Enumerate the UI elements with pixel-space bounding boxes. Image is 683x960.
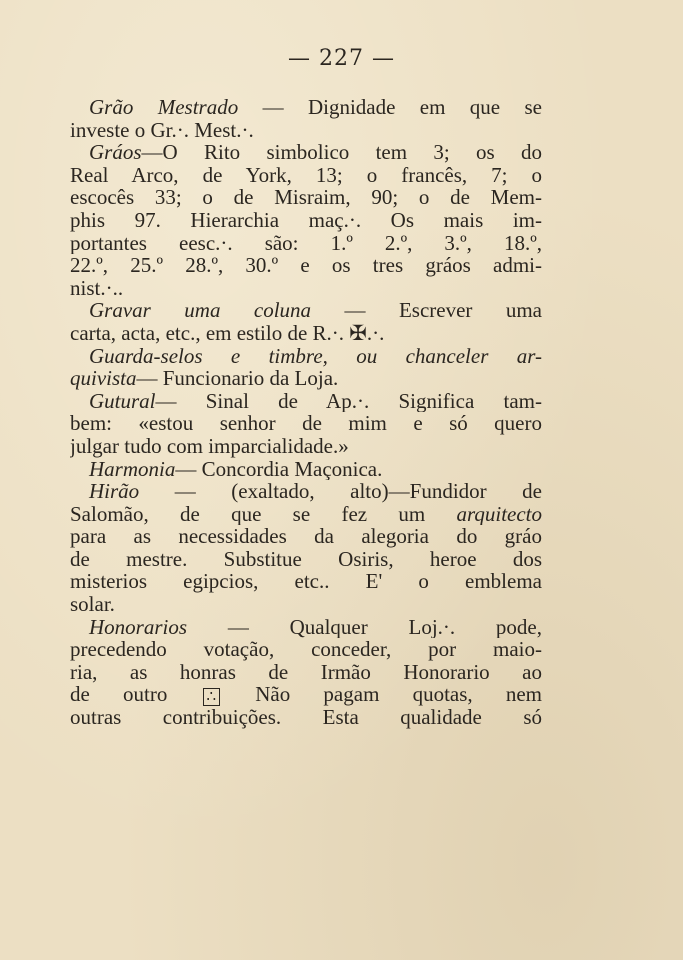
entry-line: escocês 33; o de Misraim, 90; o de Mem- bbox=[70, 186, 542, 209]
entry-harmonia bbox=[70, 458, 542, 481]
entry-line bbox=[70, 503, 542, 526]
entry-text: — Funcionario da Loja. bbox=[136, 367, 339, 390]
entry-line: de mestre. Substitue Osiris, heroe dos bbox=[70, 547, 542, 571]
entry-term: Honorarios bbox=[89, 615, 188, 639]
entry-text: — (exaltado, alto)—Fundidor de bbox=[174, 480, 542, 503]
entry-hirao bbox=[70, 480, 542, 503]
entry-guarda: Guarda-selos e timbre, ou chanceler ar- bbox=[89, 344, 542, 368]
entry-term: Harmonia bbox=[89, 457, 176, 481]
entry-line bbox=[70, 367, 542, 390]
entry-text: —O Rito simbolico tem 3; os do bbox=[141, 141, 542, 164]
entry-line: investe o Gr.·. Mest.·. bbox=[70, 118, 254, 142]
entry-text: Não pagam quotas, nem bbox=[255, 683, 542, 707]
entry-line: solar. bbox=[70, 593, 115, 616]
entry-line: nist.·.. bbox=[70, 276, 124, 300]
entry-text: — Qualquer Loj.·. pode, bbox=[227, 615, 542, 639]
entry-graos bbox=[70, 141, 542, 164]
entry-line bbox=[70, 683, 542, 706]
entry-term: quivista bbox=[70, 367, 137, 390]
entry-text: de outro bbox=[70, 683, 168, 707]
entry-term: arquitecto bbox=[456, 502, 542, 526]
entry-line: ria, as honras de Irmão Honorario ao bbox=[70, 660, 542, 684]
entry-gutural bbox=[70, 390, 542, 413]
entry-line: carta, acta, etc., em estilo de R.·. ✠.·. bbox=[70, 321, 385, 345]
entry-text: — Escrever uma bbox=[344, 299, 542, 322]
entry-term: Hirão bbox=[89, 480, 140, 503]
glossary-text bbox=[70, 96, 542, 729]
entry-text: — Sinal de Ap.·. Significa tam- bbox=[155, 389, 542, 413]
entry-line: phis 97. Hierarchia maç.·. Os mais im- bbox=[70, 208, 542, 232]
entry-line: portantes eesc.·. são: 1.º 2.º, 3.º, 18.º, bbox=[70, 231, 542, 255]
entry-line: para as necessidades da alegoria do gráo bbox=[70, 525, 542, 548]
entry-honorarios bbox=[70, 616, 542, 639]
entry-text: Salomão, de que se fez um bbox=[70, 502, 426, 526]
page-number: — 227 — bbox=[288, 46, 395, 71]
entry-term: Gráos bbox=[89, 141, 142, 164]
entry-term: Gravar uma coluna bbox=[89, 299, 312, 322]
entry-line: precedendo votação, conceder, por maio- bbox=[70, 638, 542, 661]
entry-line: Real Arco, de York, 13; o francês, 7; o bbox=[70, 163, 542, 187]
entry-line: misterios egipcios, etc.. E' o emblema bbox=[70, 570, 542, 594]
entry-line: julgar tudo com imparcialidade.» bbox=[70, 434, 349, 458]
entry-text: — Concordia Maçonica. bbox=[175, 457, 383, 481]
entry-text: — Dignidade em que se bbox=[262, 96, 542, 119]
entry-term: Grão Mestrado bbox=[89, 96, 239, 119]
entry-line: bem: «estou senhor de mim e só quero bbox=[70, 412, 542, 435]
entry-gravar bbox=[70, 299, 542, 322]
entry-line: 22.º, 25.º 28.º, 30.º e os tres gráos admi- bbox=[70, 254, 542, 277]
lodge-symbol-icon: ∴ bbox=[203, 688, 221, 706]
entry-term: Gutural bbox=[89, 389, 156, 413]
entry-line: outras contribuições. Esta qualidade só bbox=[70, 706, 542, 729]
entry-grao-mestrado bbox=[70, 96, 542, 119]
